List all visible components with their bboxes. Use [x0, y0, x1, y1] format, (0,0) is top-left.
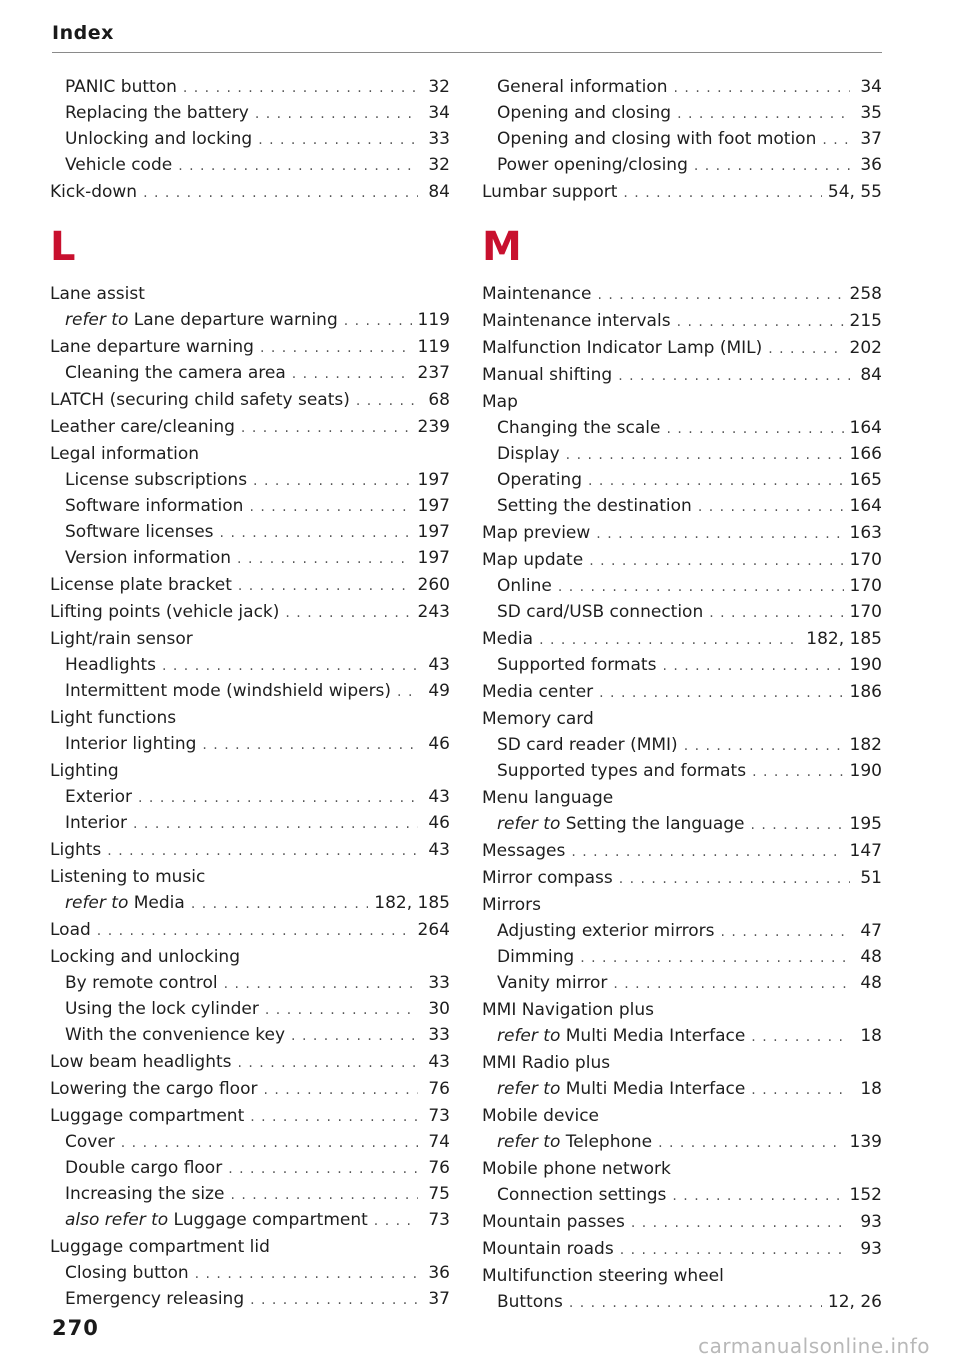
index-entry: Power opening/closing . . . 36 [482, 152, 882, 178]
index-entry: Interior lighting . . . 46 [50, 731, 450, 757]
index-entry: Locking and unlocking [50, 947, 240, 967]
header-divider [52, 52, 882, 53]
index-entry: Lumbar support . . . 54, 55 [482, 179, 882, 205]
index-entry: Lighting [50, 761, 119, 781]
index-entry: Luggage compartment . . . 73 [50, 1103, 450, 1129]
index-entry: Luggage compartment lid [50, 1237, 270, 1257]
index-entry: Menu language [482, 788, 614, 808]
index-entry: PANIC button . . . 32 [50, 74, 450, 100]
index-entry: General information . . . 34 [482, 74, 882, 100]
index-entry: Map preview . . . 163 [482, 520, 882, 546]
index-entry: Messages . . . 147 [482, 838, 882, 864]
index-entry: SD card reader (MMI) . . . 182 [482, 732, 882, 758]
index-entry: Headlights . . . 43 [50, 652, 450, 678]
index-entry: Opening and closing . . . 35 [482, 100, 882, 126]
index-entry: Listening to music [50, 867, 206, 887]
index-entry: Mountain passes . . . 93 [482, 1209, 882, 1235]
index-entry: SD card/USB connection . . . 170 [482, 599, 882, 625]
index-entry: Map [482, 392, 518, 412]
index-entry: Changing the scale . . . 164 [482, 415, 882, 441]
watermark: carmanualsonline.info [698, 1334, 930, 1358]
index-entry: Lights . . . 43 [50, 837, 450, 863]
index-entry: also refer to Luggage compartment . . . 73 [50, 1207, 450, 1233]
index-entry: MMI Navigation plus [482, 1000, 654, 1020]
section-letter: L [50, 224, 76, 270]
index-entry: Cleaning the camera area . . . 237 [50, 360, 450, 386]
index-entry: Mirrors [482, 895, 541, 915]
index-column-left [50, 74, 450, 1312]
index-entry: License plate bracket . . . 260 [50, 572, 450, 598]
index-entry: Light/rain sensor [50, 629, 193, 649]
index-entry: MMI Radio plus [482, 1053, 611, 1073]
index-entry: Light functions [50, 708, 177, 728]
index-entry: Setting the destination . . . 164 [482, 493, 882, 519]
index-entry: Manual shifting . . . 84 [482, 362, 882, 388]
index-entry: Legal information [50, 444, 200, 464]
index-entry: Leather care/cleaning . . . 239 [50, 414, 450, 440]
index-entry: Vehicle code . . . 32 [50, 152, 450, 178]
index-entry: Opening and closing with foot motion . . . 37 [482, 126, 882, 152]
index-entry: Lane assist [50, 284, 145, 304]
index-entry: Vanity mirror . . . 48 [482, 970, 882, 996]
index-entry: Lifting points (vehicle jack) . . . 243 [50, 599, 450, 625]
index-entry: Software licenses . . . 197 [50, 519, 450, 545]
index-entry: Cover . . . 74 [50, 1129, 450, 1155]
index-entry: LATCH (securing child safety seats) . . . 68 [50, 387, 450, 413]
index-entry: refer to Telephone . . . 139 [482, 1129, 882, 1155]
index-entry: refer to Lane departure warning . . . 119 [50, 307, 450, 333]
index-entry: refer to Media . . . 182, 185 [50, 890, 450, 916]
index-entry: Interior . . . 46 [50, 810, 450, 836]
index-entry: Software information . . . 197 [50, 493, 450, 519]
page-number: 270 [52, 1316, 99, 1340]
index-entry: Kick-down . . . 84 [50, 179, 450, 205]
index-entry: Operating . . . 165 [482, 467, 882, 493]
index-entry: Mountain roads . . . 93 [482, 1236, 882, 1262]
index-entry: Malfunction Indicator Lamp (MIL) . . . 202 [482, 335, 882, 361]
index-entry: Adjusting exterior mirrors . . . 47 [482, 918, 882, 944]
index-entry: Using the lock cylinder . . . 30 [50, 996, 450, 1022]
index-entry: Media . . . 182, 185 [482, 626, 882, 652]
index-entry: Mirror compass . . . 51 [482, 865, 882, 891]
index-entry: refer to Multi Media Interface . . . 18 [482, 1076, 882, 1102]
index-entry: Replacing the battery . . . 34 [50, 100, 450, 126]
index-entry: Dimming . . . 48 [482, 944, 882, 970]
index-entry: Mobile phone network [482, 1159, 671, 1179]
index-entry: refer to Multi Media Interface . . . 18 [482, 1023, 882, 1049]
index-entry: refer to Setting the language . . . 195 [482, 811, 882, 837]
index-entry: Version information . . . 197 [50, 545, 450, 571]
index-entry: Connection settings . . . 152 [482, 1182, 882, 1208]
index-entry: Display . . . 166 [482, 441, 882, 467]
index-column-right [482, 74, 882, 1315]
section-letter: M [482, 224, 522, 270]
index-entry: Increasing the size . . . 75 [50, 1181, 450, 1207]
page-header-title: Index [52, 22, 114, 44]
index-entry: Exterior . . . 43 [50, 784, 450, 810]
index-entry: Mobile device [482, 1106, 600, 1126]
index-entry: Online . . . 170 [482, 573, 882, 599]
index-entry: Multifunction steering wheel [482, 1266, 724, 1286]
index-entry: Maintenance . . . 258 [482, 281, 882, 307]
index-entry: Double cargo floor . . . 76 [50, 1155, 450, 1181]
index-entry: Maintenance intervals . . . 215 [482, 308, 882, 334]
index-entry: With the convenience key . . . 33 [50, 1022, 450, 1048]
index-entry: Lane departure warning . . . 119 [50, 334, 450, 360]
index-entry: Media center . . . 186 [482, 679, 882, 705]
index-entry: Map update . . . 170 [482, 547, 882, 573]
index-entry: Unlocking and locking . . . 33 [50, 126, 450, 152]
index-entry: Lowering the cargo floor . . . 76 [50, 1076, 450, 1102]
index-entry: Supported types and formats . . . 190 [482, 758, 882, 784]
index-entry: By remote control . . . 33 [50, 970, 450, 996]
index-entry: Buttons . . . 12, 26 [482, 1289, 882, 1315]
index-entry: Intermittent mode (windshield wipers) . . . 49 [50, 678, 450, 704]
index-entry: Supported formats . . . 190 [482, 652, 882, 678]
index-entry: Emergency releasing . . . 37 [50, 1286, 450, 1312]
index-entry: Closing button . . . 36 [50, 1260, 450, 1286]
index-entry: Low beam headlights . . . 43 [50, 1049, 450, 1075]
index-entry: License subscriptions . . . 197 [50, 467, 450, 493]
index-entry: Load . . . 264 [50, 917, 450, 943]
index-entry: Memory card [482, 709, 594, 729]
